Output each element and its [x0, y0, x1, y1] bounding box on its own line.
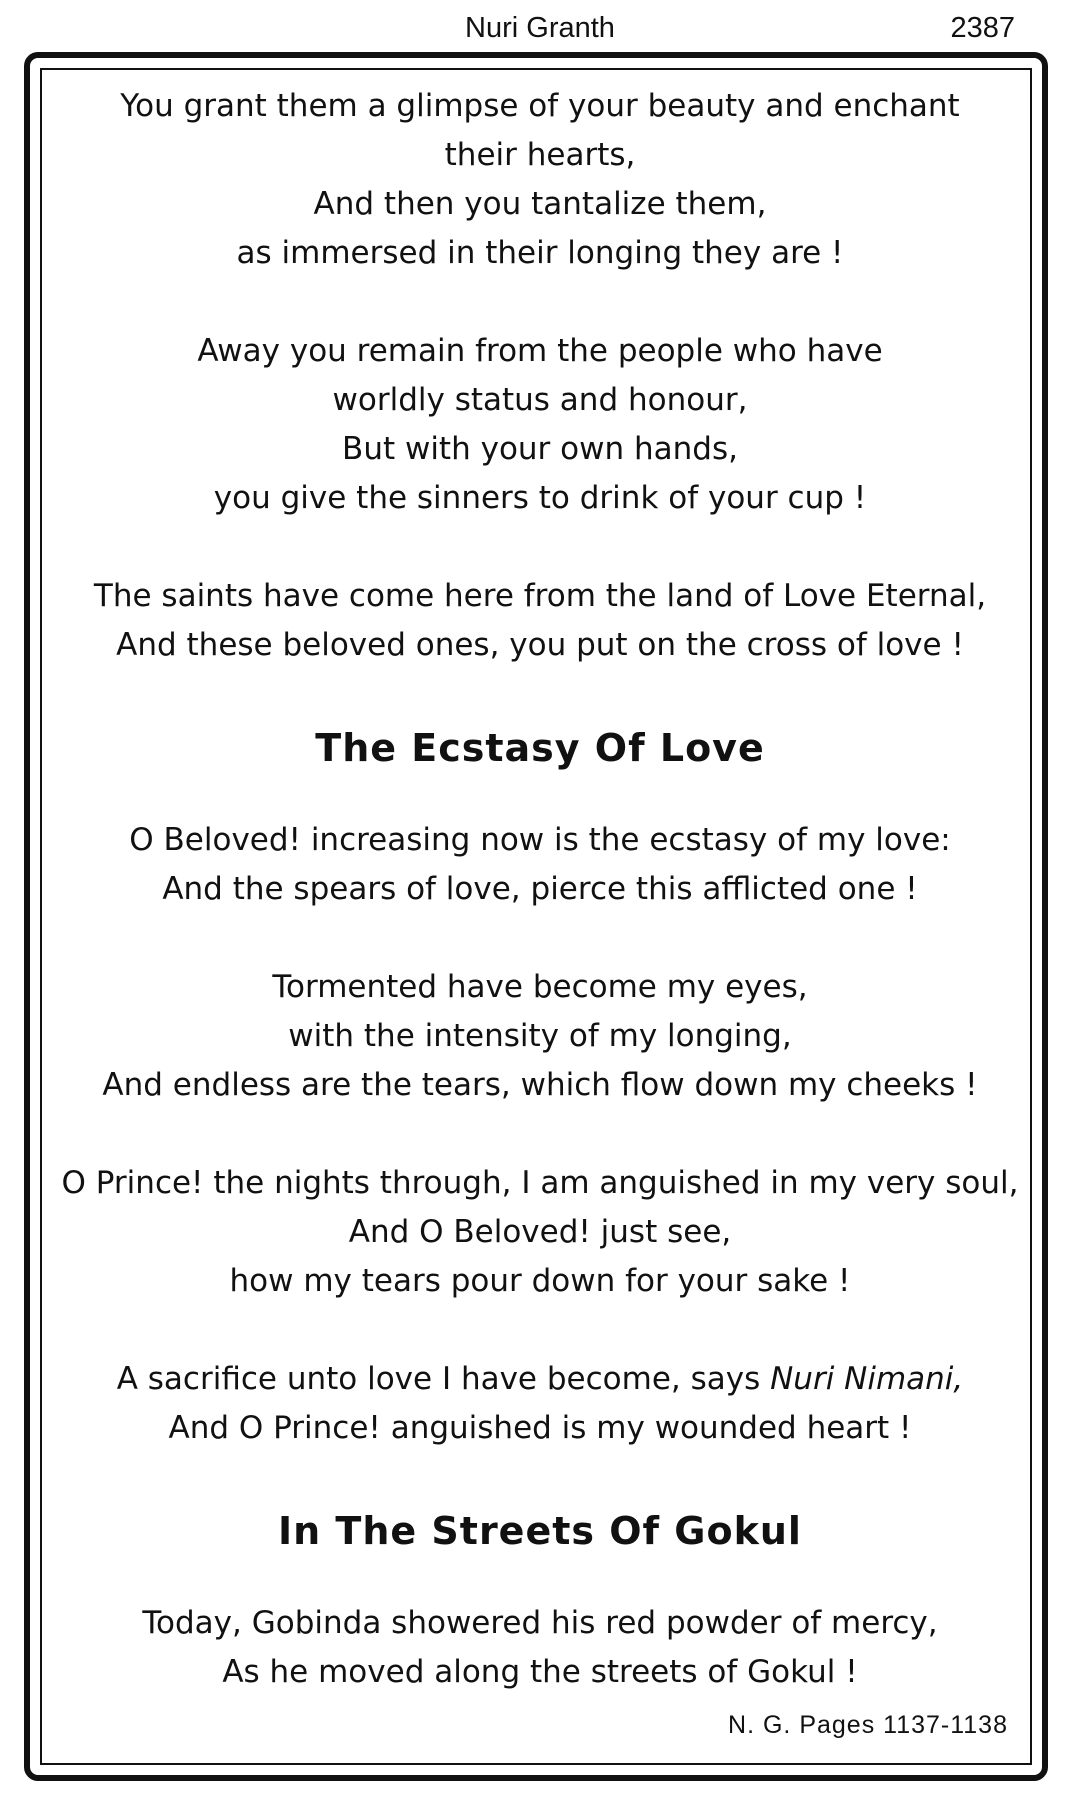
- verse-line: But with your own hands,: [342, 431, 738, 467]
- page-number: 2387: [950, 12, 1015, 44]
- verse-line: as immersed in their longing they are !: [236, 235, 844, 271]
- stanza: [34, 327, 1046, 523]
- verse-line: [34, 1355, 1046, 1404]
- verse-line: And endless are the tears, which flow down my cheeks !: [102, 1067, 978, 1103]
- verse-line: As he moved along the streets of Gokul !: [222, 1654, 858, 1690]
- verse-line: And then you tantalize them,: [313, 186, 767, 222]
- verse-line: And O Prince! anguished is my wounded heart !: [168, 1410, 912, 1446]
- section-heading: The Ecstasy Of Love: [315, 726, 765, 770]
- verse-line: O Prince! the nights through, I am anguished in my very soul,: [61, 1165, 1019, 1201]
- verse-line: you give the sinners to drink of your cup !: [213, 480, 867, 516]
- verse-line: And O Beloved! just see,: [348, 1214, 732, 1250]
- stanza: [34, 82, 1046, 278]
- page-reference: N. G. Pages 1137-1138: [728, 1711, 1008, 1739]
- verse-line: Today, Gobinda showered his red powder of mercy,: [142, 1605, 938, 1641]
- stanza: [34, 963, 1046, 1110]
- verse-line: And these beloved ones, you put on the cross of love !: [116, 627, 964, 663]
- verse-line: O Beloved! increasing now is the ecstasy of my love:: [129, 822, 951, 858]
- section-heading: In The Streets Of Gokul: [278, 1509, 802, 1553]
- verse-line: And the spears of love, pierce this afflicted one !: [162, 871, 918, 907]
- verse-line: how my tears pour down for your sake !: [229, 1263, 851, 1299]
- verse-line: with the intensity of my longing,: [288, 1018, 792, 1054]
- verse-line: Tormented have become my eyes,: [272, 969, 808, 1005]
- page-header: [0, 8, 1080, 48]
- stanza: [34, 1159, 1046, 1306]
- verse-line: worldly status and honour,: [332, 382, 748, 418]
- verse-line: their hearts,: [444, 137, 636, 173]
- verse-line: The saints have come here from the land of Love Eternal,: [93, 578, 987, 614]
- poet-name: Nuri Nimani,: [770, 1361, 964, 1397]
- stanza: [34, 572, 1046, 670]
- poem-content: [34, 82, 1046, 1697]
- stanza: [34, 816, 1046, 914]
- running-title: Nuri Granth: [465, 12, 615, 44]
- verse-line-text: A sacrifice unto love I have become, says: [116, 1361, 771, 1397]
- stanza: [34, 1599, 1046, 1697]
- stanza: [34, 1355, 1046, 1453]
- verse-line: You grant them a glimpse of your beauty and enchant: [120, 88, 960, 124]
- verse-line: Away you remain from the people who have: [197, 333, 883, 369]
